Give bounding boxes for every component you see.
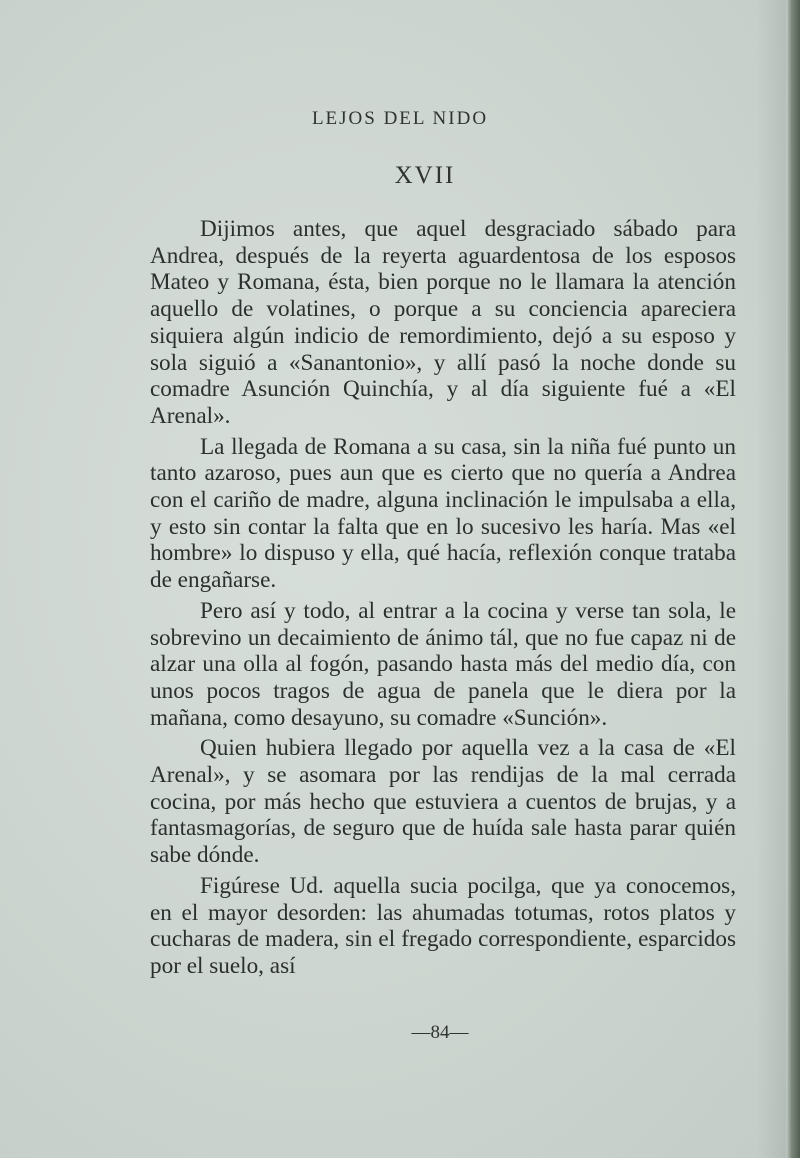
paragraph: Dijimos antes, que aquel desgraciado sábado para Andrea, después de la reyerta aguardentosa de los esposos Mateo y Romana, ésta, bien porque no le llamara la atención aquello de volatines, o porque a su conciencia apareciera siquiera algún indicio de remordimiento, dejó a su esposo y sola siguió a «Sanantonio», y allí pasó la noche donde su comadre Asunción Quinchía, y al día siguiente fué a «El Arenal».	[150, 216, 736, 429]
paragraph: Figúrese Ud. aquella sucia pocilga, que ya conocemos, en el mayor desorden: las ahumadas totumas, rotos platos y cucharas de madera, sin el fregado correspondiente, esparcidos por el suelo, así	[150, 872, 736, 979]
chapter-number: XVII	[394, 162, 456, 189]
running-head: LEJOS DEL NIDO	[311, 108, 489, 129]
paragraph: Pero así y todo, al entrar a la cocina y verse tan sola, le sobrevino un decaimiento de ánimo tál, que no fue capaz ni de alzar una olla al fogón, pasando hasta más del medio día, con unos pocos tragos de agua de panela que le diera por la mañana, como desayuno, su comadre «Sunción».	[150, 597, 736, 731]
page-number: —84—	[411, 1022, 469, 1043]
body-text	[150, 216, 736, 984]
paragraph: La llegada de Romana a su casa, sin la niña fué punto un tanto azaroso, pues aun que es cierto que no quería a Andrea con el cariño de madre, alguna inclinación le impulsaba a ella, y esto sin contar la falta que en lo sucesivo les haría. Mas «el hombre» lo dispuso y ella, qué hacía, reflexión conque trataba de engañarse.	[150, 433, 736, 594]
paragraph: Quien hubiera llegado por aquella vez a la casa de «El Arenal», y se asomara por las rendijas de la mal cerrada cocina, por más hecho que estuviera a cuentos de brujas, y a fantasmagorías, de seguro que de huída sale hasta parar quién sabe dónde.	[150, 735, 736, 869]
